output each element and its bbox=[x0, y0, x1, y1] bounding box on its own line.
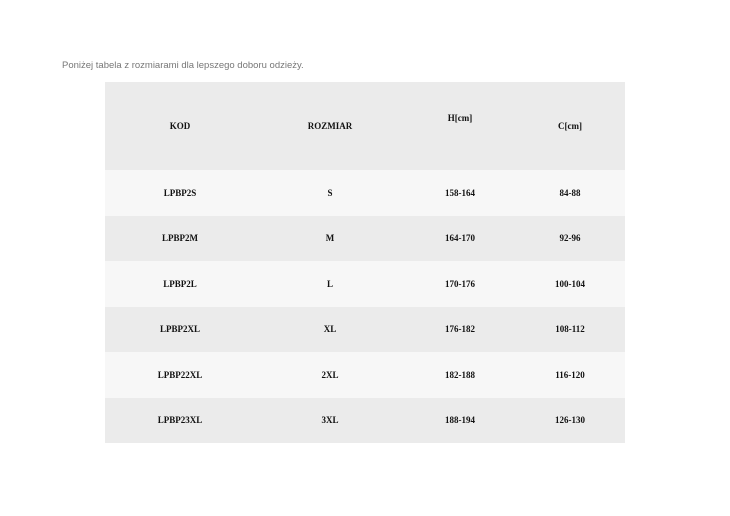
cell-size: 3XL bbox=[321, 415, 339, 426]
table-row bbox=[105, 307, 625, 353]
cell-height: 158-164 bbox=[445, 187, 475, 198]
cell-chest: 108-112 bbox=[555, 324, 585, 335]
table-row bbox=[105, 261, 625, 307]
cell-code: LPBP2XL bbox=[159, 324, 200, 335]
cell-chest: 92-96 bbox=[559, 233, 581, 244]
cell-height: 170-176 bbox=[445, 278, 475, 289]
cell-size: M bbox=[325, 233, 335, 244]
cell-chest: 100-104 bbox=[555, 278, 585, 289]
cell-size: L bbox=[326, 278, 333, 289]
table-row bbox=[105, 170, 625, 216]
cell-height: 182-188 bbox=[445, 369, 475, 380]
header-height: H[cm] bbox=[447, 113, 473, 123]
table-row bbox=[105, 216, 625, 262]
table-header-row bbox=[105, 82, 625, 170]
header-rozmiar: ROZMIAR bbox=[307, 121, 353, 131]
cell-height: 188-194 bbox=[445, 415, 475, 426]
cell-height: 164-170 bbox=[445, 233, 475, 244]
size-chart-table bbox=[105, 82, 625, 443]
cell-size: 2XL bbox=[321, 369, 339, 380]
cell-code: LPBP2S bbox=[163, 187, 197, 198]
cell-chest: 126-130 bbox=[555, 415, 585, 426]
intro-text: Poniżej tabela z rozmiarami dla lepszego doboru odzieży. bbox=[62, 60, 304, 71]
cell-chest: 84-88 bbox=[559, 187, 581, 198]
header-kod: KOD bbox=[169, 121, 191, 131]
cell-size: XL bbox=[323, 324, 337, 335]
cell-code: LPBP23XL bbox=[157, 415, 203, 426]
cell-size: S bbox=[327, 187, 333, 198]
cell-code: LPBP2L bbox=[163, 278, 197, 289]
cell-code: LPBP2M bbox=[162, 233, 198, 244]
cell-height: 176-182 bbox=[445, 324, 475, 335]
table-row bbox=[105, 398, 625, 444]
cell-chest: 116-120 bbox=[555, 369, 585, 380]
cell-code: LPBP22XL bbox=[157, 369, 203, 380]
header-chest: C[cm] bbox=[558, 121, 582, 131]
table-row bbox=[105, 352, 625, 398]
